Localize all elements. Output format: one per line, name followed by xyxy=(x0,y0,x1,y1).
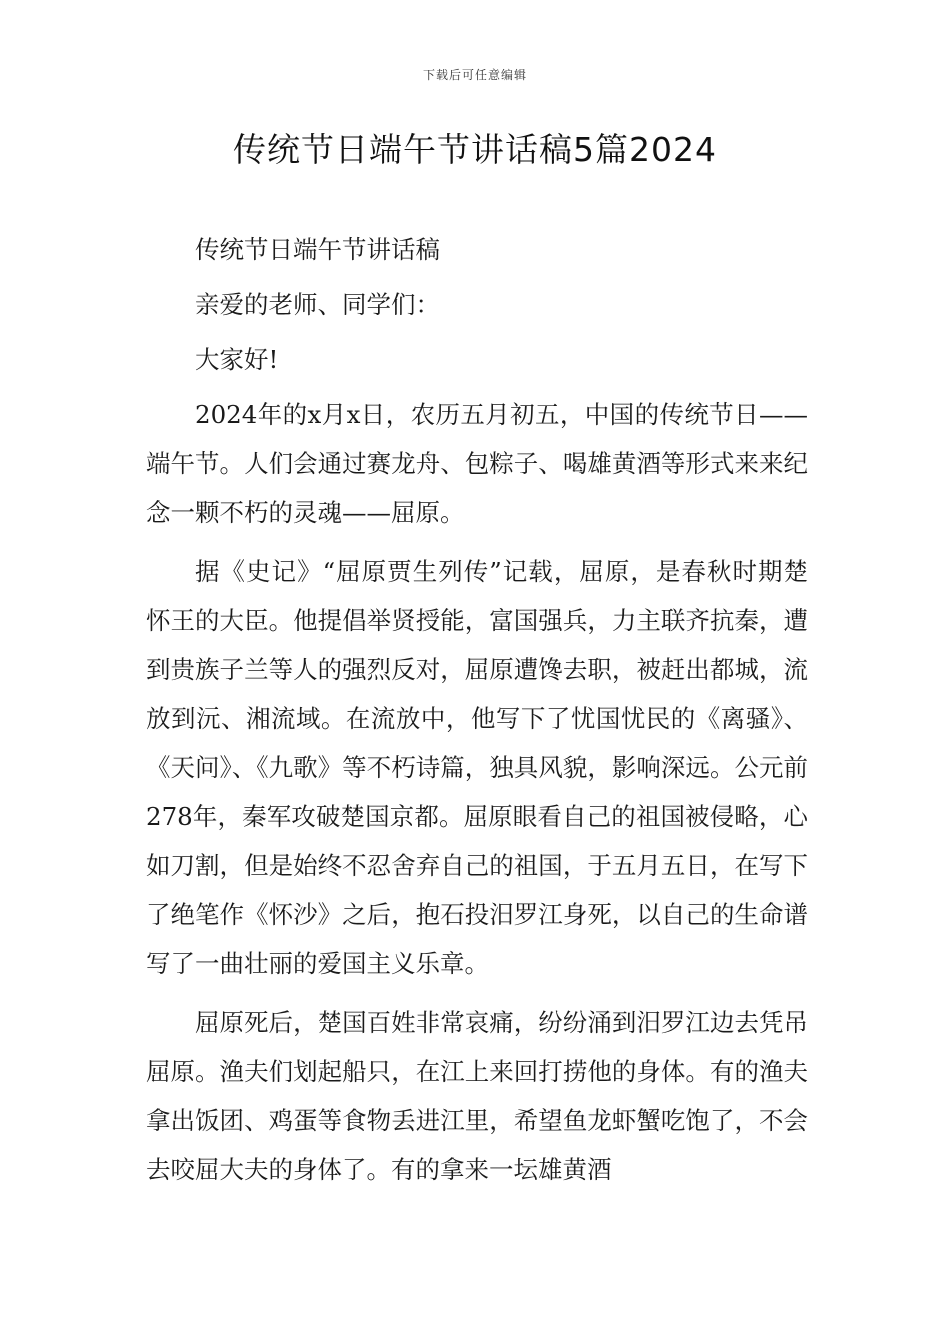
paragraph-history: 据《史记》“屈原贾生列传”记载，屈原，是春秋时期楚怀王的大臣。他提倡举贤授能，富国强兵，力主联齐抗秦，遭到贵族子兰等人的强烈反对，屈原遭馋去职，被赶出都城，流放到沅、湘流域。在流放中，他写下了忧国忧民的《离骚》、《天问》、《九歌》等不朽诗篇，独具风貌，影响深远。公元前278年，秦军攻破楚国京都。屈原眼看自己的祖国被侵略，心如刀割，但是始终不忍舍弃自己的祖国，于五月五日，在写下了绝笔作《怀沙》之后，抱石投汨罗江身死，以自己的生命谱写了一曲壮丽的爱国主义乐章。 xyxy=(146,557,808,978)
document-body xyxy=(146,225,808,1194)
paragraph-subtitle: 传统节日端午节讲话稿 xyxy=(195,235,440,264)
header-note: 下载后可任意编辑 xyxy=(422,68,527,82)
document-title: 传统节日端午节讲话稿5篇2024 xyxy=(233,130,717,169)
paragraph-salutation: 亲爱的老师、同学们： xyxy=(195,290,440,319)
paragraph-greeting: 大家好! xyxy=(195,345,279,374)
paragraph-aftermath: 屈原死后，楚国百姓非常哀痛，纷纷涌到汨罗江边去凭吊屈原。渔夫们划起船只，在江上来回打捞他的身体。有的渔夫拿出饭团、鸡蛋等食物丢进江里，希望鱼龙虾蟹吃饱了，不会去咬屈大夫的身体了。有的拿来一坛雄黄酒 xyxy=(146,1008,808,1184)
paragraph-intro: 2024年的x月x日，农历五月初五，中国的传统节日——端午节。人们会通过赛龙舟、包粽子、喝雄黄酒等形式来来纪念一颗不朽的灵魂——屈原。 xyxy=(146,400,808,527)
